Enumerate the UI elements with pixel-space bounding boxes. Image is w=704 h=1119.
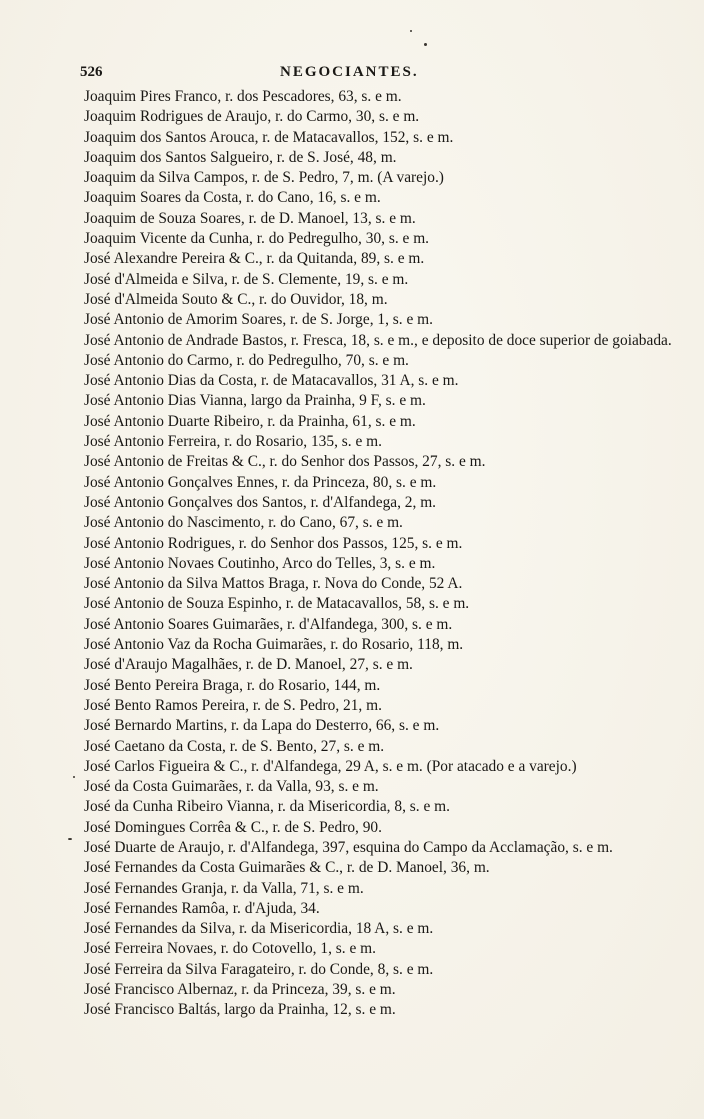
list-item: José Antonio Dias da Costa, r. de Matacavallos, 31 A, s. e m.: [84, 372, 459, 390]
page-header: [80, 64, 676, 88]
list-item: José Francisco Baltás, largo da Prainha, 12, s. e m.: [84, 1001, 396, 1019]
list-item: José Fernandes Granja, r. da Valla, 71, s. e m.: [84, 879, 364, 897]
list-item: José d'Araujo Magalhães, r. de D. Manoel, 27, s. e m.: [84, 656, 413, 674]
list-item: José Antonio Soares Guimarães, r. d'Alfandega, 300, s. e m.: [84, 615, 453, 633]
list-item: Joaquim dos Santos Salgueiro, r. de S. José, 48, m.: [84, 148, 397, 166]
ink-speck: [410, 30, 412, 32]
list-item: José Antonio de Amorim Soares, r. de S. Jorge, 1, s. e m.: [84, 311, 433, 329]
list-item: Joaquim Vicente da Cunha, r. do Pedregulho, 30, s. e m.: [84, 230, 430, 248]
list-item: José Antonio Gonçalves Ennes, r. da Princeza, 80, s. e m.: [84, 473, 437, 491]
list-item: José da Cunha Ribeiro Vianna, r. da Misericordia, 8, s. e m.: [84, 798, 450, 816]
list-item: José Antonio de Andrade Bastos, r. Fresca, 18, s. e m., e deposito de doce superior de goiabada.: [84, 331, 672, 349]
ink-speck: [68, 838, 72, 840]
list-item: José Bernardo Martins, r. da Lapa do Desterro, 66, s. e m.: [84, 717, 440, 735]
list-item: José Fernandes da Costa Guimarães & C., r. de D. Manoel, 36, m.: [84, 859, 490, 877]
list-item: José Antonio do Carmo, r. do Pedregulho, 70, s. e m.: [84, 351, 409, 369]
list-item: José Alexandre Pereira & C., r. da Quitanda, 89, s. e m.: [84, 250, 425, 268]
list-item: José d'Almeida e Silva, r. de S. Clemente, 19, s. e m.: [84, 270, 409, 288]
list-item: Joaquim Soares da Costa, r. do Cano, 16, s. e m.: [84, 189, 381, 207]
list-item: José Antonio Rodrigues, r. do Senhor dos Passos, 125, s. e m.: [84, 534, 463, 552]
list-item: Joaquim dos Santos Arouca, r. de Matacavallos, 152, s. e m.: [84, 128, 454, 146]
list-item: José Antonio de Freitas & C., r. do Senhor dos Passos, 27, s. e m.: [84, 453, 486, 471]
list-item: José Antonio Duarte Ribeiro, r. da Prainha, 61, s. e m.: [84, 412, 416, 430]
running-title: NEGOCIANTES.: [280, 64, 419, 80]
list-item: José Caetano da Costa, r. de S. Bento, 27, s. e m.: [84, 737, 385, 755]
list-item: José Antonio Ferreira, r. do Rosario, 135, s. e m.: [84, 433, 382, 451]
list-item: José Antonio Vaz da Rocha Guimarães, r. do Rosario, 118, m.: [84, 636, 464, 654]
list-item: José Fernandes Ramôa, r. d'Ajuda, 34.: [84, 899, 320, 917]
list-item: José Antonio do Nascimento, r. do Cano, 67, s. e m.: [84, 514, 403, 532]
list-item: Joaquim Pires Franco, r. dos Pescadores, 63, s. e m.: [84, 88, 402, 105]
list-item: José Ferreira Novaes, r. do Cotovello, 1, s. e m.: [84, 940, 376, 958]
list-item: Joaquim Rodrigues de Araujo, r. do Carmo, 30, s. e m.: [84, 108, 420, 126]
page-number: 526: [80, 64, 103, 80]
list-item: Joaquim da Silva Campos, r. de S. Pedro, 7, m. (A varejo.): [84, 169, 444, 187]
list-item: José Fernandes da Silva, r. da Misericordia, 18 A, s. e m.: [84, 920, 434, 938]
list-item: José da Costa Guimarães, r. da Valla, 93, s. e m.: [84, 778, 379, 796]
list-item: José Antonio da Silva Mattos Braga, r. Nova do Conde, 52 A.: [84, 575, 463, 593]
list-item: José Ferreira da Silva Faragateiro, r. do Conde, 8, s. e m.: [84, 960, 434, 978]
list-item: José Antonio de Souza Espinho, r. de Matacavallos, 58, s. e m.: [84, 595, 470, 613]
ink-speck: [424, 43, 427, 46]
list-item: José Bento Pereira Braga, r. do Rosario, 144, m.: [84, 676, 381, 694]
merchant-list: [84, 87, 684, 1021]
list-item: José Francisco Albernaz, r. da Princeza, 39, s. e m.: [84, 981, 396, 999]
list-item: José Carlos Figueira & C., r. d'Alfandega, 29 A, s. e m. (Por atacado e a varejo.): [84, 757, 577, 775]
ink-speck: [73, 776, 75, 778]
list-item: José Antonio Dias Vianna, largo da Prainha, 9 F, s. e m.: [84, 392, 426, 410]
list-item: José Domingues Corrêa & C., r. de S. Pedro, 90.: [84, 818, 382, 836]
list-item: José Antonio Gonçalves dos Santos, r. d'Alfandega, 2, m.: [84, 493, 437, 511]
list-item: José d'Almeida Souto & C., r. do Ouvidor, 18, m.: [84, 290, 388, 308]
list-item: Joaquim de Souza Soares, r. de D. Manoel, 13, s. e m.: [84, 209, 416, 227]
list-item: José Antonio Novaes Coutinho, Arco do Telles, 3, s. e m.: [84, 554, 436, 572]
list-item: José Bento Ramos Pereira, r. de S. Pedro, 21, m.: [84, 696, 382, 714]
list-item: José Duarte de Araujo, r. d'Alfandega, 397, esquina do Campo da Acclamação, s. e m.: [84, 838, 613, 856]
